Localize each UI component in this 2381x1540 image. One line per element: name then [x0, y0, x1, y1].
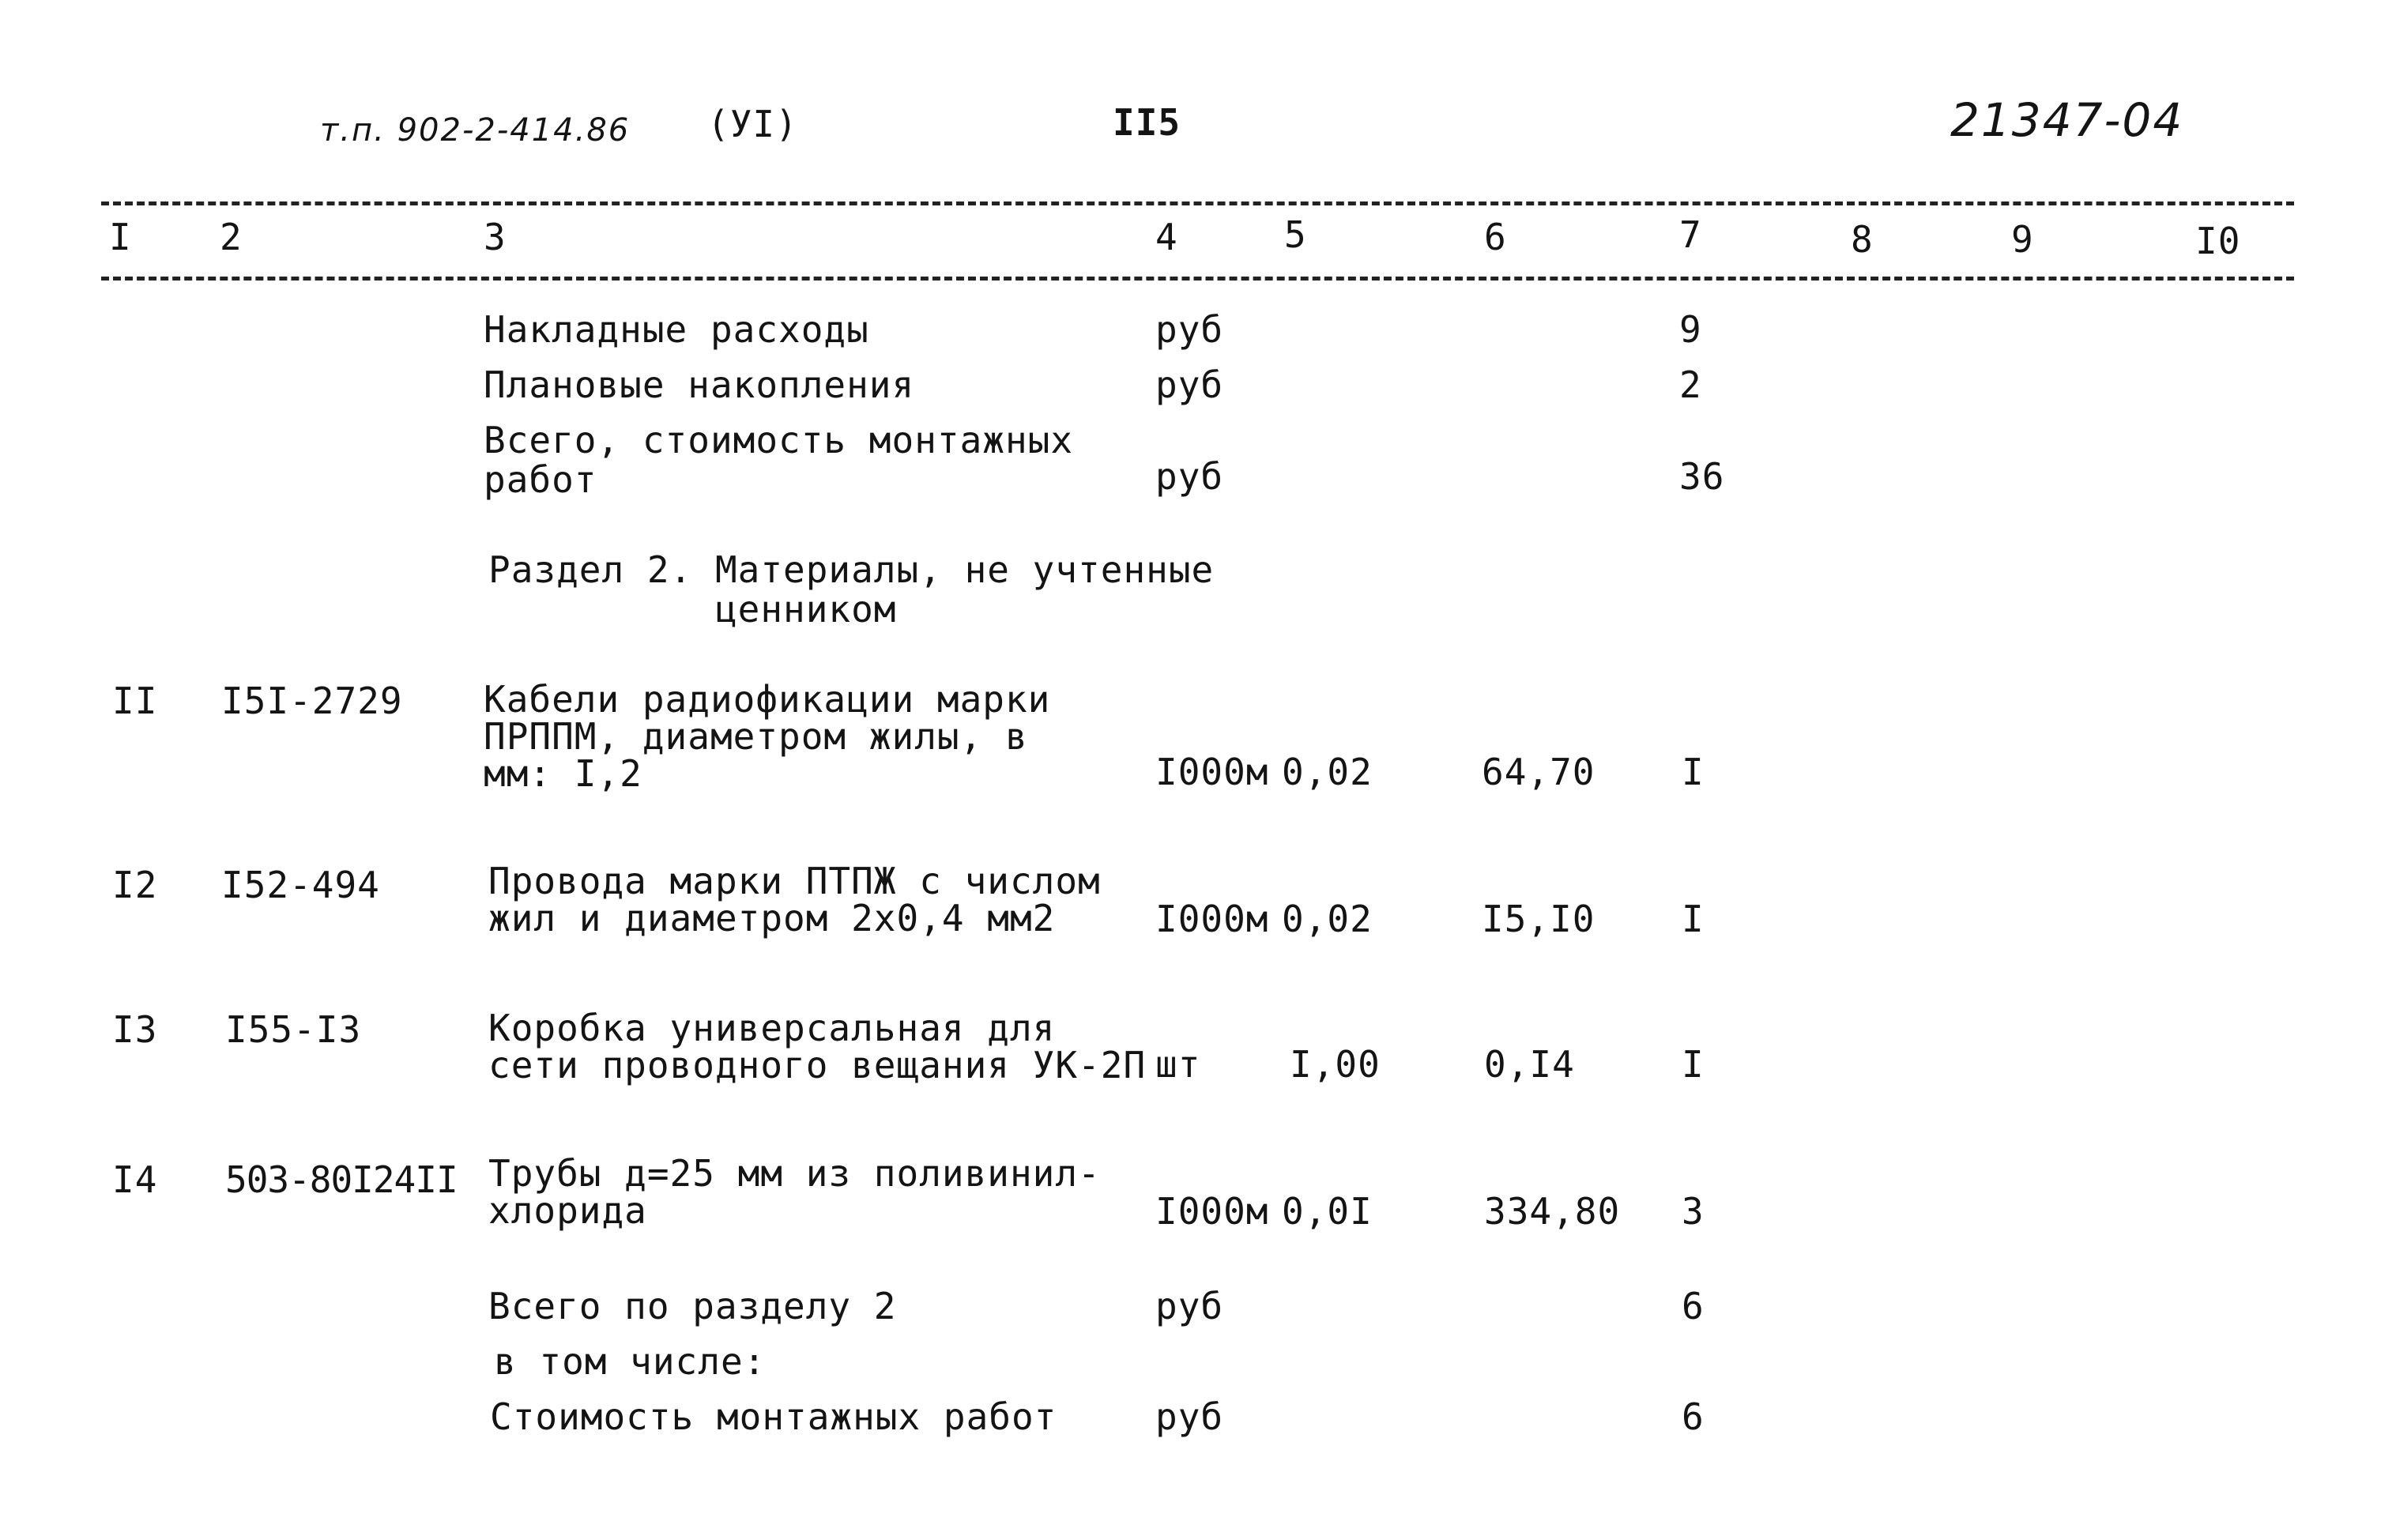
- item-code: I52-494: [221, 864, 380, 906]
- summary-row-value: 6: [1682, 1285, 1705, 1327]
- item-unit: I000м: [1155, 751, 1269, 793]
- item-name: Трубы д=25 мм из поливинил- хлорида: [488, 1152, 1101, 1232]
- summary-row-unit: руб: [1155, 1285, 1224, 1327]
- item-qty: 0,02: [1282, 751, 1373, 793]
- doc-code: т.п. 902-2-414.86: [320, 112, 631, 149]
- item-total: 3: [1682, 1190, 1705, 1233]
- summary-row-value: 2: [1679, 363, 1702, 406]
- summary-row-value: 6: [1682, 1395, 1705, 1438]
- item-number: I4: [112, 1158, 158, 1201]
- summary-row-unit: руб: [1155, 363, 1224, 406]
- item-number: II: [112, 680, 158, 722]
- item-name: Кабели радиофикации марки ПРППМ, диаметром жилы, в мм: I,2: [484, 678, 1051, 795]
- summary-row-value: 36: [1679, 455, 1725, 498]
- summary-row-name: Всего, стоимость монтажных работ: [484, 419, 1074, 501]
- item-unit: шт: [1155, 1043, 1201, 1086]
- item-code: I5I-2729: [221, 680, 403, 722]
- item-price: I5,I0: [1482, 898, 1595, 940]
- summary-row-value: 9: [1679, 308, 1702, 351]
- col-header-7: 7: [1679, 213, 1702, 256]
- item-total: I: [1682, 898, 1705, 940]
- col-header-4: 4: [1155, 216, 1178, 258]
- col-header-5: 5: [1284, 213, 1307, 256]
- album-label: (УI): [707, 103, 798, 145]
- column-header-bottom-rule: [101, 277, 2294, 281]
- col-header-6: 6: [1484, 216, 1507, 258]
- summary-row-name: в том числе:: [494, 1340, 767, 1383]
- summary-row-name: Стоимость монтажных работ: [490, 1395, 1057, 1438]
- col-header-10: I0: [2195, 220, 2241, 262]
- item-price: 0,I4: [1484, 1043, 1575, 1086]
- col-header-9: 9: [2011, 218, 2034, 261]
- item-unit: I000м: [1155, 1190, 1269, 1233]
- item-qty: 0,0I: [1282, 1190, 1373, 1233]
- col-header-2: 2: [220, 216, 243, 258]
- col-header-8: 8: [1851, 218, 1874, 261]
- column-header-top-rule: [101, 201, 2294, 205]
- item-total: I: [1682, 1043, 1705, 1086]
- summary-row-unit: руб: [1155, 1395, 1224, 1438]
- section-title: Раздел 2. Материалы, не учтенные ценником: [488, 548, 1215, 631]
- item-qty: I,00: [1290, 1043, 1381, 1086]
- summary-row-unit: руб: [1155, 308, 1224, 351]
- item-price: 334,80: [1484, 1190, 1621, 1233]
- col-header-1: I: [109, 216, 132, 258]
- item-number: I3: [112, 1008, 158, 1051]
- item-number: I2: [112, 864, 158, 906]
- item-total: I: [1682, 751, 1705, 793]
- summary-row-name: Всего по разделу 2: [488, 1285, 897, 1327]
- summary-row-unit: руб: [1155, 455, 1224, 498]
- page-number: II5: [1113, 101, 1181, 144]
- item-name: Провода марки ПТПЖ с числом жил и диаметром 2х0,4 мм2: [488, 860, 1101, 939]
- item-price: 64,70: [1482, 751, 1595, 793]
- item-unit: I000м: [1155, 898, 1269, 940]
- col-header-3: 3: [484, 216, 507, 258]
- item-code: 503-80I24II: [225, 1158, 458, 1201]
- item-code: I55-I3: [225, 1008, 362, 1051]
- item-qty: 0,02: [1282, 898, 1373, 940]
- summary-row-name: Накладные расходы: [484, 308, 869, 351]
- summary-row-name: Плановые накопления: [484, 363, 915, 406]
- archive-number: 21347-04: [1950, 93, 2184, 147]
- item-name: Коробка универсальная для сети проводного вещания УК-2П: [488, 1007, 1147, 1086]
